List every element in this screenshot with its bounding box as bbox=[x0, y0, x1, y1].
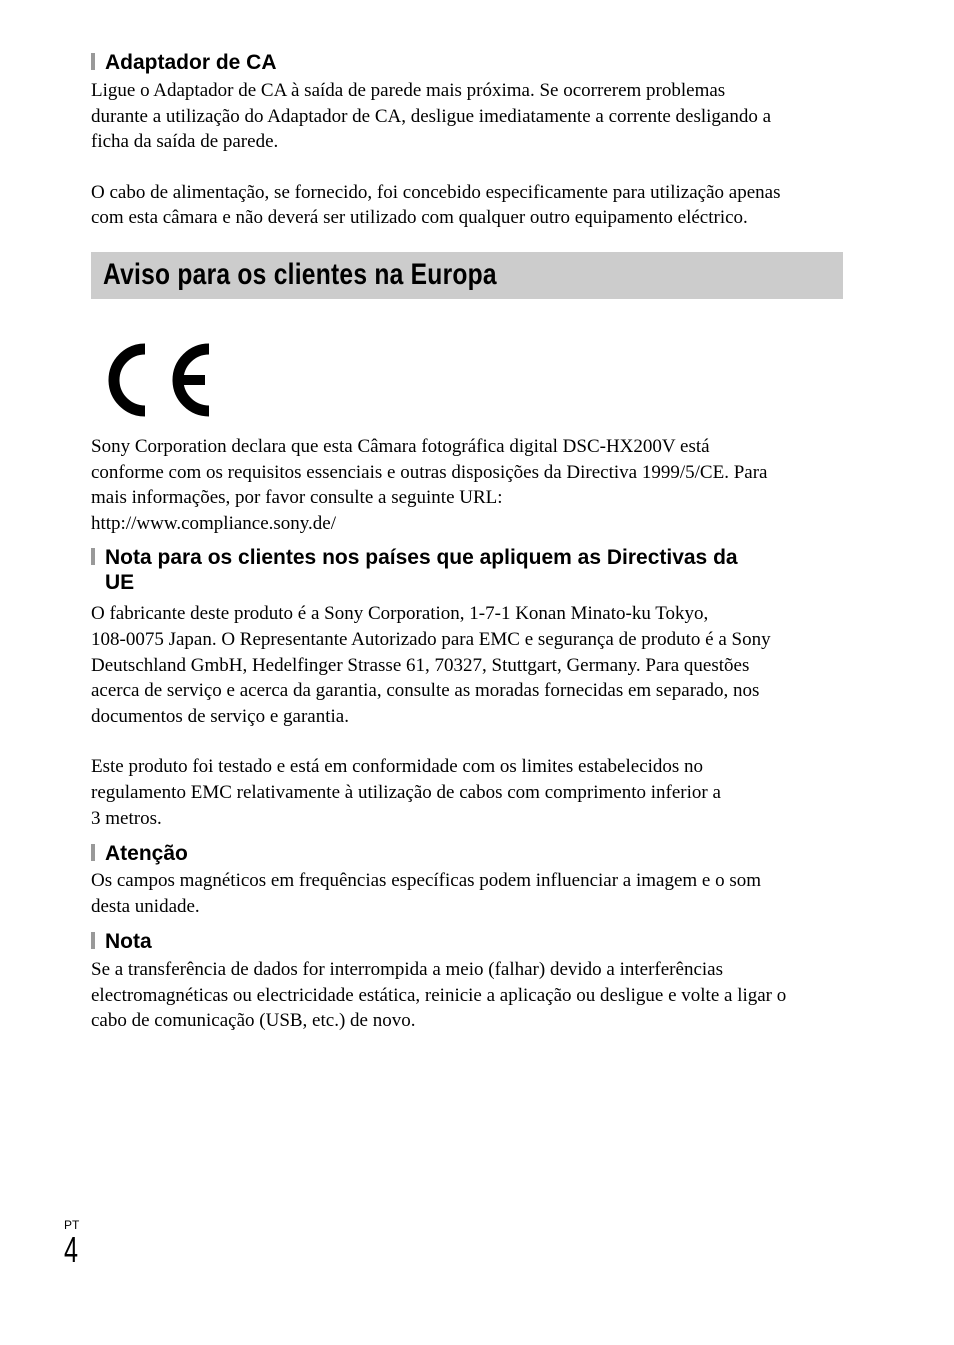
text-line: cabo de comunicação (USB, etc.) de novo. bbox=[91, 1010, 416, 1032]
section-title: Aviso para os clientes na Europa bbox=[103, 258, 497, 292]
text-line: com esta câmara e não deverá ser utilizado com qualquer outro equipamento eléctrico. bbox=[91, 207, 748, 229]
text-line: Deutschland GmbH, Hedelfinger Strasse 61, 70327, Stuttgart, Germany. Para questões bbox=[91, 654, 750, 676]
section-banner bbox=[91, 252, 843, 299]
text-line: Os campos magnéticos em frequências específicas podem influenciar a imagem e o som bbox=[91, 870, 762, 892]
note-heading-text: Nota bbox=[105, 930, 152, 954]
page-footer bbox=[64, 1218, 84, 1268]
text-line: durante a utilização do Adaptador de CA, desligue imediatamente a corrente desligando a bbox=[91, 105, 772, 127]
text-line: acerca de serviço e acerca da garantia, consulte as moradas fornecidas em separado, nos bbox=[91, 680, 760, 702]
adapter-heading bbox=[91, 50, 843, 75]
text-line: conforme com os requisitos essenciais e outras disposições da Directiva 1999/5/CE. Para bbox=[91, 461, 768, 483]
heading-bar bbox=[91, 844, 95, 861]
eu-note-heading bbox=[91, 545, 843, 595]
document-page bbox=[91, 50, 843, 1034]
eu-note-paragraph-1 bbox=[91, 601, 843, 729]
text-line: ficha da saída de parede. bbox=[91, 131, 279, 153]
note-heading bbox=[91, 929, 843, 954]
attention-paragraph bbox=[91, 868, 843, 919]
europe-paragraph bbox=[91, 434, 843, 536]
text-line: desta unidade. bbox=[91, 895, 200, 917]
text-line: UE bbox=[105, 571, 135, 595]
heading-bar bbox=[91, 548, 95, 565]
text-line: 3 metros. bbox=[91, 807, 162, 829]
adapter-paragraph-2 bbox=[91, 180, 843, 231]
note-paragraph bbox=[91, 957, 843, 1034]
heading-bar bbox=[91, 53, 95, 70]
adapter-heading-text: Adaptador de CA bbox=[105, 51, 277, 74]
text-line: mais informações, por favor consulte a seguinte URL: bbox=[91, 487, 503, 509]
ce-mark-icon bbox=[91, 335, 211, 425]
text-line: electromagnéticas ou electricidade estática, reinicie a aplicação ou desligue e volte a ligar o bbox=[91, 984, 787, 1006]
text-line: Sony Corporation declara que esta Câmara fotográfica digital DSC-HX200V está bbox=[91, 435, 710, 457]
text-line: Este produto foi testado e está em conformidade com os limites estabelecidos no bbox=[91, 756, 704, 778]
text-line: regulamento EMC relativamente à utilização de cabos com comprimento inferior a bbox=[91, 781, 721, 803]
text-line: Nota para os clientes nos países que apliquem as Directivas da bbox=[105, 546, 738, 570]
text-line: 108-0075 Japan. O Representante Autorizado para EMC e segurança de produto é a Sony bbox=[91, 628, 771, 650]
page-number: 4 bbox=[64, 1229, 79, 1270]
heading-bar bbox=[91, 932, 95, 949]
language-code: PT bbox=[64, 1218, 80, 1232]
compliance-url: http://www.compliance.sony.de/ bbox=[91, 512, 337, 534]
text-line: O fabricante deste produto é a Sony Corporation, 1-7-1 Konan Minato-ku Tokyo, bbox=[91, 603, 709, 625]
text-line: Se a transferência de dados for interrompida a meio (falhar) devido a interferências bbox=[91, 959, 723, 981]
text-line: documentos de serviço e garantia. bbox=[91, 705, 349, 727]
text-line: O cabo de alimentação, se fornecido, foi concebido especificamente para utilização apenas bbox=[91, 181, 781, 203]
adapter-paragraph-1 bbox=[91, 78, 843, 155]
eu-note-paragraph-2 bbox=[91, 754, 843, 831]
text-line: Ligue o Adaptador de CA à saída de parede mais próxima. Se ocorrerem problemas bbox=[91, 80, 726, 101]
attention-heading bbox=[91, 841, 843, 866]
attention-heading-text: Atenção bbox=[105, 842, 188, 866]
